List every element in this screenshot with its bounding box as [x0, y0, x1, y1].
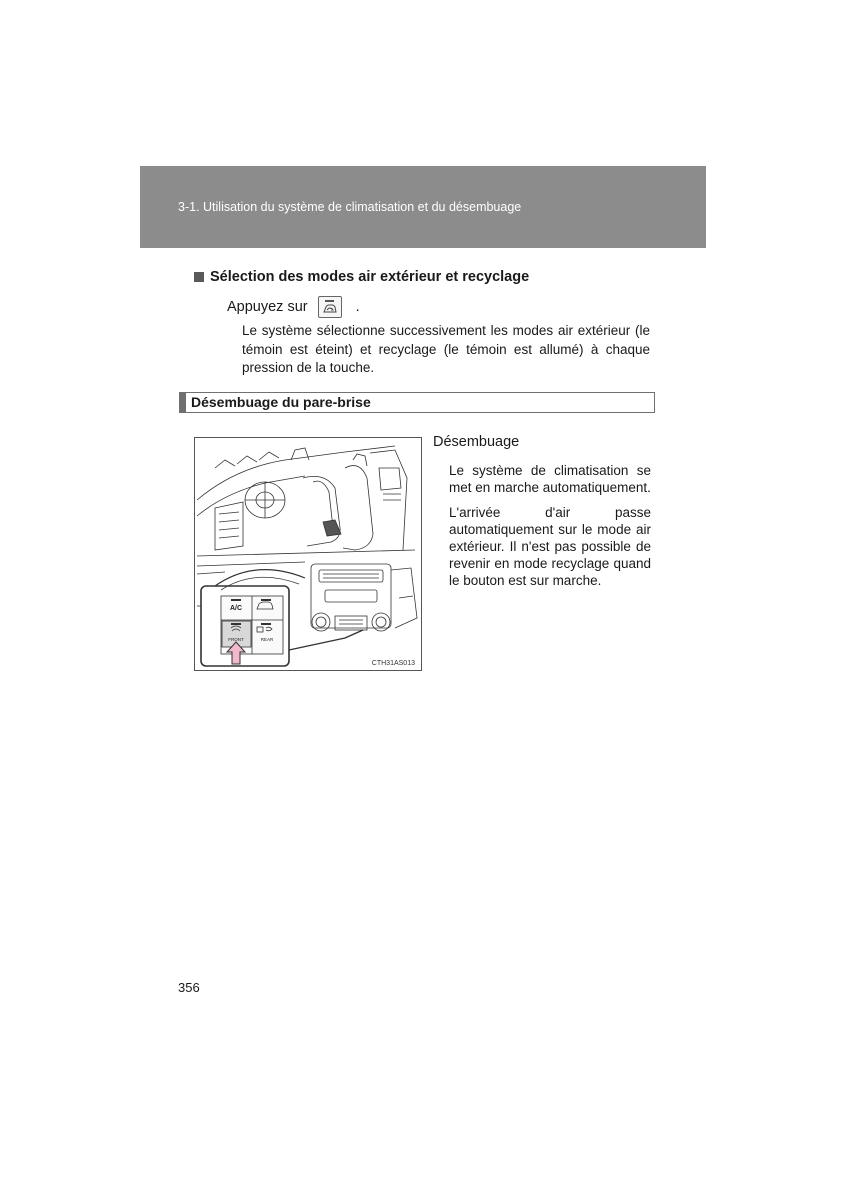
dashboard-illustration [194, 437, 422, 671]
figure-code: CTH31AS013 [371, 660, 415, 667]
button-front-label: FRONT [228, 637, 244, 642]
button-ac-label: A/C [229, 605, 243, 612]
button-rear-label: REAR [260, 637, 274, 642]
header-band [140, 166, 706, 248]
indicator-led [325, 300, 334, 302]
defog-subtitle: Désembuage [433, 434, 520, 450]
dashboard-drawing [195, 438, 421, 670]
defog-section-title: Désembuage du pare-brise [191, 394, 371, 410]
defog-section-title-box [179, 392, 655, 413]
page-number: 356 [178, 980, 200, 995]
recirculation-heading [194, 269, 529, 285]
recirculation-heading-text: Sélection des modes air extérieur et recyclage [210, 269, 530, 285]
press-prefix: Appuyez sur [227, 299, 308, 315]
defog-paragraph-1: Le système de climatisation se met en marche automatiquement. [449, 463, 651, 495]
air-recirculation-icon [318, 296, 342, 318]
title-bar-accent [180, 393, 186, 412]
defog-paragraph-2: L'arrivée d'air passe automatiquement sur le mode air extérieur. Il n'est pas possible de revenir en mode recyclage quand le bouton est sur marche. [449, 505, 651, 588]
recirculation-description: Le système sélectionne successivement les modes air extérieur (le témoin est éteint) et recyclage (le témoin est allumé) à chaque pression de la touche. [242, 323, 650, 375]
header-section-title: 3-1. Utilisation du système de climatisation et du désembuage [178, 200, 522, 214]
press-suffix: . [355, 299, 360, 315]
press-instruction [227, 296, 360, 318]
square-bullet-icon [194, 272, 204, 282]
